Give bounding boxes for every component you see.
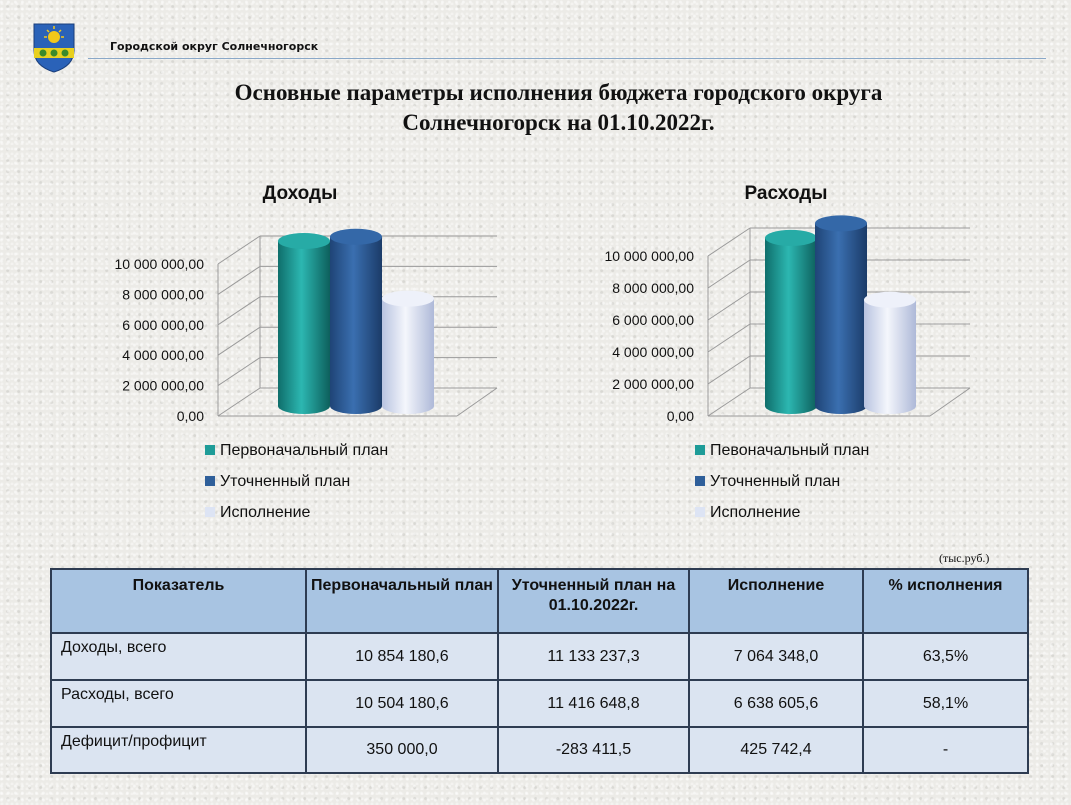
- row-label: Дефицит/профицит: [51, 727, 306, 773]
- cell-revised-plan: -283 411,5: [498, 727, 689, 773]
- bar-dohody-1: [330, 237, 382, 414]
- header-revised-plan: Уточненный план на 01.10.2022г.: [498, 569, 689, 633]
- cell-revised-plan: 11 416 648,8: [498, 680, 689, 727]
- legend-label-dohody: Уточненный план: [220, 473, 351, 490]
- legend-label-dohody: Исполнение: [220, 504, 311, 521]
- bar-dohody-0: [278, 241, 330, 414]
- grid-side-dohody: [218, 388, 260, 416]
- grid-side-rashody: [708, 356, 750, 384]
- page-title-line-1: Основные параметры исполнения бюджета городского округа: [234, 80, 883, 105]
- cell-percent: 63,5%: [863, 633, 1028, 680]
- bar-top-dohody-1: [330, 229, 382, 245]
- bar-top-dohody-2: [382, 291, 434, 307]
- bar-dohody-2: [382, 299, 434, 414]
- grid-side-dohody: [218, 327, 260, 355]
- grid-side-rashody: [708, 388, 750, 416]
- bar-top-rashody-1: [815, 215, 867, 231]
- table-header-row: [51, 569, 1028, 633]
- legend-label-rashody: Уточненный план: [710, 473, 841, 490]
- legend-swatch-dohody: [205, 507, 215, 517]
- floor-side-rashody: [930, 388, 970, 416]
- y-tick-label-dohody: 4 000 000,00: [122, 347, 204, 364]
- bar-rashody-1: [815, 223, 867, 414]
- cell-initial-plan: 350 000,0: [306, 727, 498, 773]
- table-row: [51, 727, 1028, 773]
- legend-swatch-dohody: [205, 445, 215, 455]
- grid-side-dohody: [218, 236, 260, 264]
- cell-initial-plan: 10 504 180,6: [306, 680, 498, 727]
- grid-side-dohody: [218, 297, 260, 325]
- cell-percent: -: [863, 727, 1028, 773]
- table-row: [51, 680, 1028, 727]
- legend-swatch-rashody: [695, 507, 705, 517]
- bar-top-dohody-0: [278, 233, 330, 249]
- cell-execution: 425 742,4: [689, 727, 863, 773]
- grid-side-rashody: [708, 260, 750, 288]
- legend-swatch-rashody: [695, 445, 705, 455]
- cell-initial-plan: 10 854 180,6: [306, 633, 498, 680]
- org-name: Городской округ Солнечногорск: [110, 40, 319, 53]
- cell-percent: 58,1%: [863, 680, 1028, 727]
- y-tick-label-rashody: 6 000 000,00: [612, 312, 694, 328]
- bar-rashody-2: [864, 300, 916, 414]
- page-title-line-2: Солнечногорск на 01.10.2022г.: [402, 110, 715, 135]
- row-label: Доходы, всего: [51, 633, 306, 680]
- cell-execution: 6 638 605,6: [689, 680, 863, 727]
- legend-label-rashody: Исполнение: [710, 504, 801, 521]
- y-tick-label-dohody: 6 000 000,00: [122, 316, 204, 333]
- legend-swatch-rashody: [695, 476, 705, 486]
- table-unit: (тыс.руб.): [939, 551, 990, 565]
- bar-rashody-0: [765, 238, 817, 414]
- grid-side-dohody: [218, 358, 260, 386]
- cell-revised-plan: 11 133 237,3: [498, 633, 689, 680]
- y-tick-label-rashody: 2 000 000,00: [612, 376, 694, 392]
- y-tick-label-dohody: 0,00: [176, 408, 204, 424]
- y-tick-label-dohody: 8 000 000,00: [122, 286, 204, 303]
- y-tick-label-rashody: 4 000 000,00: [612, 344, 694, 360]
- legend-label-dohody: Первоначальный план: [220, 442, 389, 459]
- y-tick-label-rashody: 10 000 000,00: [604, 248, 694, 264]
- floor-side-dohody: [457, 388, 497, 416]
- bar-top-rashody-0: [765, 230, 817, 246]
- y-tick-label-rashody: 0,00: [666, 408, 694, 424]
- legend-swatch-dohody: [205, 476, 215, 486]
- grid-side-rashody: [708, 228, 750, 256]
- y-tick-label-dohody: 2 000 000,00: [122, 377, 204, 394]
- legend-label-rashody: Певоначальный план: [710, 442, 870, 459]
- table-row: [51, 633, 1028, 680]
- grid-side-rashody: [708, 324, 750, 352]
- header-percent: % исполнения: [863, 569, 1028, 633]
- chart-title-rashody: Расходы: [744, 183, 828, 204]
- header-indicator: Показатель: [51, 569, 306, 633]
- cell-execution: 7 064 348,0: [689, 633, 863, 680]
- bar-top-rashody-2: [864, 292, 916, 308]
- grid-side-dohody: [218, 266, 260, 294]
- grid-side-rashody: [708, 292, 750, 320]
- budget-table: [50, 568, 1029, 774]
- header-execution: Исполнение: [689, 569, 863, 633]
- y-tick-label-dohody: 10 000 000,00: [114, 256, 204, 272]
- y-tick-label-rashody: 8 000 000,00: [612, 280, 694, 296]
- chart-title-dohody: Доходы: [262, 183, 338, 204]
- header-initial-plan: Первоначальный план: [306, 569, 498, 633]
- row-label: Расходы, всего: [51, 680, 306, 727]
